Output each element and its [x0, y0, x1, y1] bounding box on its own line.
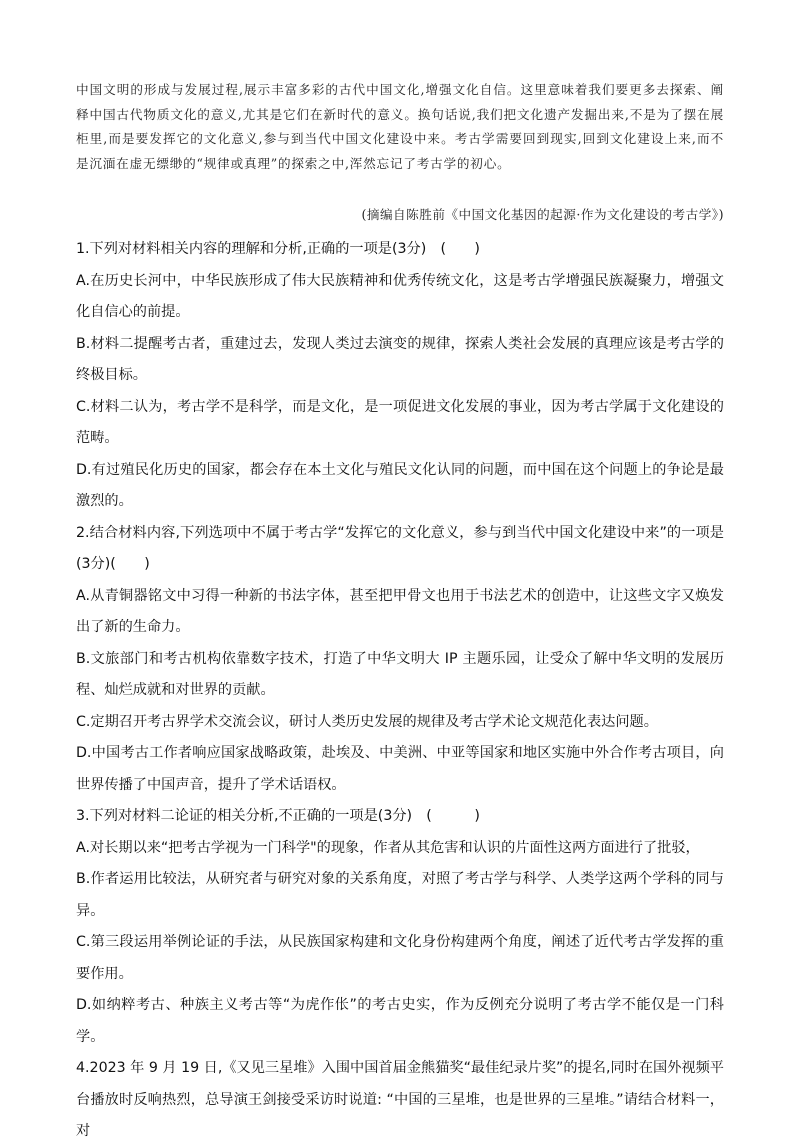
option-d: D.如纳粹考古、种族主义考古等“为虎作伥”的考古史实，作为反例充分说明了考古学不能仅是一门科学。 — [76, 997, 724, 1045]
question-list — [76, 234, 724, 1148]
question-stem: 2.结合材料内容,下列选项中不属于考古学“发挥它的文化意义，参与到当代中国文化建设中来”的一项是(3分)( ) — [76, 524, 724, 572]
option-b: B.材料二提醒考古者，重建过去，发现人类过去演变的规律，探索人类社会发展的真理应该是考古学的终极目标。 — [76, 335, 724, 383]
question-2 — [76, 518, 724, 802]
option-c: C.定期召开考古界学术交流会议，研讨人类历史发展的规律及考古学术论文规范化表达问题。 — [76, 713, 658, 730]
option-a: A.在历史长河中，中华民族形成了伟大民族精神和优秀传统文化，这是考古学增强民族凝聚力，增强文化自信心的前提。 — [76, 272, 724, 320]
question-4 — [76, 1053, 724, 1148]
option-b: B.文旅部门和考古机构依靠数字技术，打造了中华文明大 IP 主题乐园，让受众了解中华文明的发展历程、灿烂成就和对世界的贡献。 — [76, 650, 724, 698]
question-stem: 1.下列对材料相关内容的理解和分析,正确的一项是(3分) ( ) — [76, 241, 480, 257]
question-3 — [76, 801, 724, 1053]
option-d: D.中国考古工作者响应国家战略政策，赴埃及、中美洲、中亚等国家和地区实施中外合作考古项目，向世界传播了中国声音，提升了学术话语权。 — [76, 745, 724, 793]
option-c: C.材料二认为，考古学不是科学，而是文化，是一项促进文化发展的事业，因为考古学属于文化建设的范畴。 — [76, 398, 724, 446]
option-a: A.对长期以来“把考古学视为一门科学"的现象，作者从其危害和认识的片面性这两方面进行了批驳， — [76, 839, 700, 856]
option-c: C.第三段运用举例论证的手法，从民族国家构建和文化身份构建两个角度，阐述了近代考古学发挥的重要作用。 — [76, 934, 724, 982]
passage-source: (摘编自陈胜前《中国文化基因的起源·作为文化建设的考古学》) — [361, 207, 724, 222]
question-1 — [76, 234, 724, 518]
option-a: A.从青铜器铭文中习得一种新的书法字体，甚至把甲骨文也用于书法艺术的创造中，让这些文字又焕发出了新的生命力。 — [76, 587, 724, 635]
passage-text: 中国文明的形成与发展过程,展示丰富多彩的古代中国文化,增强文化自信。这里意味着我们要更多去探索、阐释中国古代物质文化的意义,尤其是它们在新时代的意义。换句话说,我们把文化遗产发掘出来,不是为了摆在展柜里,而是要发挥它的文化意义,参与到当代中国文化建设中来。考古学需要回到现实,回到文化建设上来,而不是沉湎在虚无缥缈的“规律或真理”的探索之中,浑然忘记了考古学的初心。 — [76, 82, 724, 171]
question-stem: 4.2023 年 9 月 19 日,《又见三星堆》入围中国首届金熊猫奖“最佳纪录片奖”的提名,同时在国外视频平台播放时反响热烈，总导演王剑接受采访时说道: “中国的三星堆，也是世界的三星堆。”请结合材料一，对 — [76, 1060, 724, 1139]
option-b: B.作者运用比较法，从研究者与研究对象的关系角度，对照了考古学与科学、人类学这两个学科的同与异。 — [76, 871, 724, 919]
option-d: D.有过殖民化历史的国家，都会存在本土文化与殖民文化认同的问题，而中国在这个问题上的争论是最激烈的。 — [76, 461, 724, 509]
reading-passage — [76, 78, 724, 176]
question-stem: 3.下列对材料二论证的相关分析,不正确的一项是(3分) ( ) — [76, 808, 480, 824]
